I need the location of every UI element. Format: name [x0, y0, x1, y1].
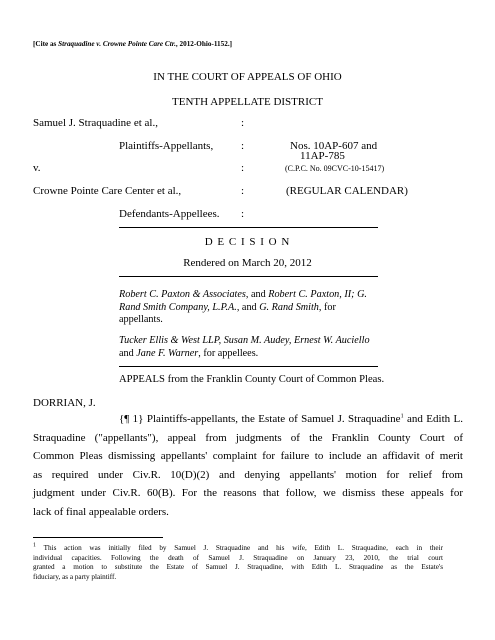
- counsel-appellants: [119, 289, 378, 327]
- citation-case-name: Straquadine v. Crowne Pointe Care Ctr.: [58, 40, 176, 48]
- citation-suffix: , 2012-Ohio-1152.]: [175, 40, 233, 48]
- citation-prefix: [Cite as: [33, 40, 59, 48]
- counsel-text: , for: [318, 301, 336, 313]
- opinion-line: judgment under Civ.R. 60(B). For the reasons that follow, we dismiss these appeals for: [33, 487, 463, 499]
- counsel-text: appellants.: [119, 314, 163, 326]
- defendant-role: Defendants-Appellees.: [119, 208, 220, 220]
- caption-colon: :: [241, 162, 245, 174]
- plaintiff-name: Samuel J. Straquadine et al.,: [33, 117, 158, 129]
- plaintiff-role: Plaintiffs-Appellants,: [119, 140, 214, 152]
- divider-rule: [119, 227, 378, 228]
- lower-court-number: (C.P.C. No. 09CVC-10-15417): [285, 164, 385, 173]
- opinion-line: lack of final appealable orders.: [33, 505, 169, 518]
- case-numbers-2: 11AP-785: [300, 150, 345, 162]
- versus: v.: [33, 162, 41, 174]
- counsel-attorney: Jane F. Warner: [136, 347, 199, 359]
- footnote-line: individual capacities. Following the death of Samuel J. Straquadine on January 23, 2010, the trial court: [33, 553, 443, 562]
- counsel-text: and: [119, 347, 137, 359]
- opinion-line: Common Pleas dismissing appellants' complaint for failure to include an affidavit of merit: [33, 450, 463, 462]
- counsel-attorney: Tucker Ellis & West LLP, Susan M. Audey, Ernest W. Auciello: [119, 335, 370, 346]
- appeal-line: APPEALS from the Franklin County Court of Common Pleas.: [119, 374, 385, 385]
- counsel-attorney: Robert C. Paxton, II; G.: [268, 289, 367, 300]
- opinion-line: and Edith L.: [403, 413, 464, 425]
- rendered-date: Rendered on March 20, 2012: [183, 257, 312, 269]
- district-name: TENTH APPELLATE DISTRICT: [172, 96, 323, 108]
- footnote-line: This action was initially filed by Samuel J. Straquadine and his wife, Edith L. Straquadine, each in their: [36, 544, 443, 552]
- case-numbers: Nos. 10AP-607 and: [290, 140, 378, 152]
- footnote-reference[interactable]: 1: [400, 413, 404, 420]
- paragraph-marker: {¶ 1}: [119, 413, 144, 425]
- calendar-type: (REGULAR CALENDAR): [286, 185, 408, 197]
- citation-header: [33, 40, 232, 48]
- opinion-line: Plaintiffs-appellants, the Estate of Samuel J. Straquadine: [143, 413, 401, 425]
- counsel-text: , and: [245, 289, 269, 300]
- caption-colon: :: [241, 140, 245, 152]
- counsel-text: , for appellees.: [198, 347, 259, 359]
- opinion-paragraph: [33, 410, 463, 521]
- footnote: [33, 544, 443, 583]
- caption-colon: :: [241, 117, 245, 129]
- opinion-line: Straquadine ("appellants"), appeal from judgments of the Franklin County Court of: [33, 431, 463, 444]
- caption-colon: :: [241, 185, 245, 197]
- divider-rule: [119, 276, 378, 277]
- footnote-separator: [33, 537, 163, 538]
- footnote-line: granted a motion to substitute the Estate of Samuel J. Straquadine, with Edith L. Straquadine as the Estate's: [33, 563, 443, 572]
- court-name: IN THE COURT OF APPEALS OF OHIO: [153, 71, 342, 83]
- counsel-text: , and: [236, 301, 260, 313]
- counsel-appellees: [119, 335, 378, 360]
- divider-rule: [119, 366, 378, 367]
- footnote-line: fiduciary, as a party plaintiff.: [33, 573, 117, 582]
- footnote-number: 1: [33, 542, 36, 549]
- decision-heading: D E C I S I O N: [204, 236, 291, 248]
- judge-name: DORRIAN, J.: [33, 397, 96, 409]
- defendant-name: Crowne Pointe Care Center et al.,: [33, 185, 182, 197]
- counsel-firm: Rand Smith Company, L.P.A.: [119, 301, 237, 313]
- counsel-attorney: G. Rand Smith: [259, 301, 319, 313]
- opinion-line: as required under Civ.R. 10(D)(2) and denying appellants' motion for relief from: [33, 468, 463, 481]
- counsel-firm: Robert C. Paxton & Associates: [119, 289, 246, 300]
- caption-colon: :: [241, 208, 245, 220]
